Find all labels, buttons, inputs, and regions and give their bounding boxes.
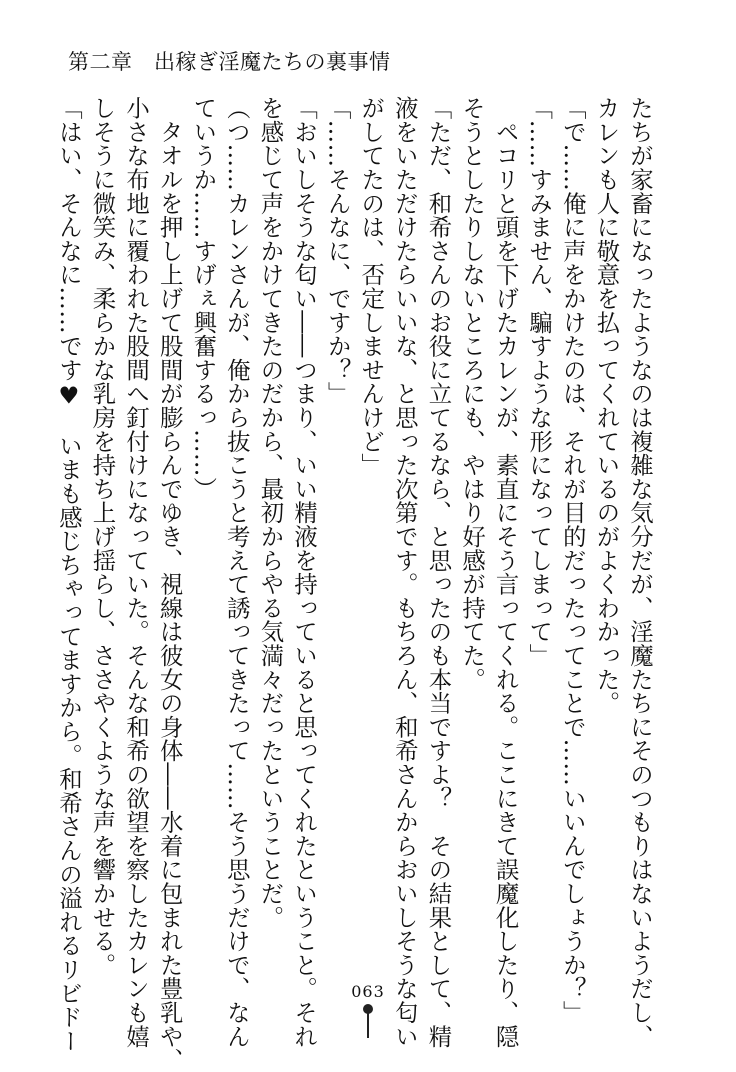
text-line: 「ただ、和希さんのお役に立てるなら、と思ったのも本当ですよ？ その結果として、精 (424, 96, 453, 1048)
text-line: しそうに微笑み、柔らかな乳房を持ち上げ揺らし、ささやくような声を響かせる。 (88, 96, 117, 977)
text-line: がしてたのは、否定しませんけど」 (357, 96, 386, 477)
text-line: 「で……俺に声をかけたのは、それが目的だったってことで……いいんでしょうか？」 (558, 96, 587, 1025)
text-line: 「はい、そんなに……です♥ いまも感じちゃってますから。和希さんの溢れるリビドー (54, 96, 83, 1053)
page-number: 063 (351, 982, 385, 1001)
text-line: 液をいただけたらいいな、と思った次第です。もちろん、和希さんからおいしそうな匂い (390, 96, 419, 1048)
text-line: 「おいしそうな匂い――つまり、いい精液を持っていると思ってくれたということ。それ (290, 96, 319, 1048)
chapter-header: 第二章 出稼ぎ淫魔たちの裏事情 (68, 50, 391, 74)
text-line: カレンも人に敬意を払ってくれているのがよくわかった。 (592, 96, 621, 715)
text-line: ていうか……すげぇ興奮するっ……） (189, 96, 218, 501)
text-line: （つ……カレンさんが、俺から抜こうと考えて誘ってきたって……そう思うだけで、なん (222, 96, 251, 1048)
text-line: ペコリと頭を下げたカレンが、素直にそう言ってくれる。ここにきて誤魔化したり、隠 (491, 96, 520, 1048)
text-line: 「……そんなに、ですか？」 (323, 96, 352, 406)
text-line: を感じて声をかけてきたのだから、最初からやる気満々だったということだ。 (256, 96, 285, 929)
text-line: たちが家畜になったようなのは複雑な気分だが、淫魔たちにそのつもりはないようだし、 (626, 96, 654, 1048)
page-marker-icon (367, 1004, 369, 1038)
text-line: タオルを押し上げて股間が膨らんでゆき、視線は彼女の身体――水着に包まれた豊乳や、 (155, 96, 184, 1072)
text-line: 小さな布地に覆われた股間へ釘付けになっていた。そんな和希の欲望を察したカレンも嬉 (122, 96, 151, 1048)
text-line: 「……すみません、騙すような形になってしまって」 (525, 96, 554, 668)
text-line: そうとしたりしないところにも、やはり好感が持てた。 (458, 96, 487, 691)
marker-stem (367, 1012, 369, 1038)
